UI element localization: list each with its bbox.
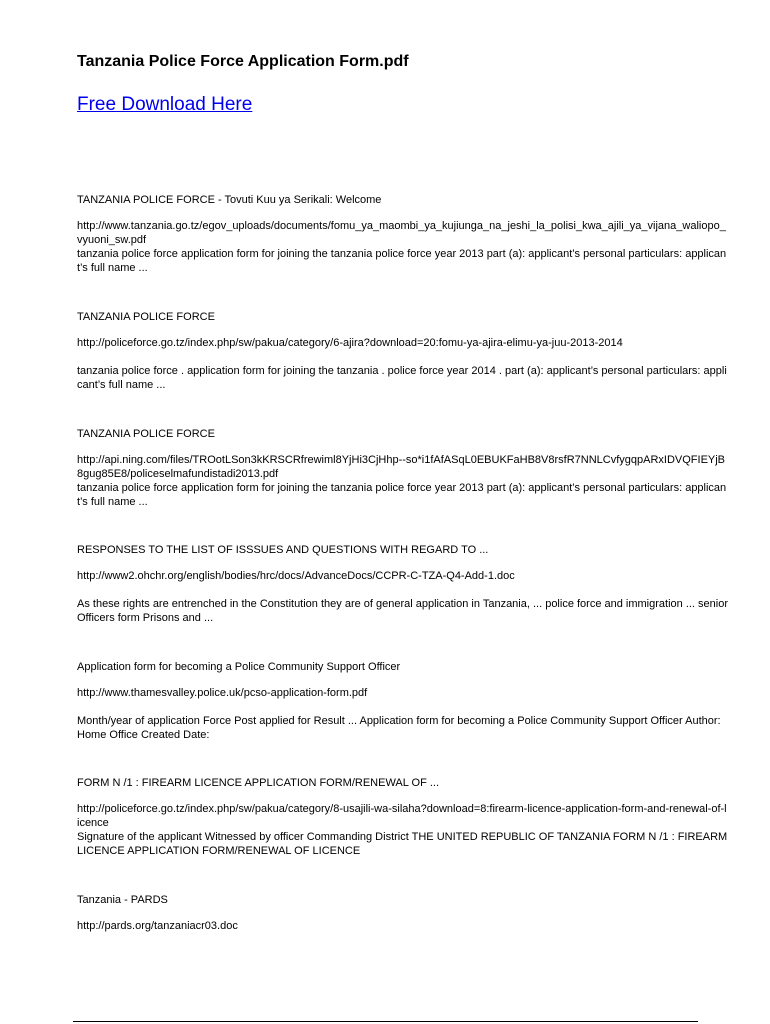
result-url-link[interactable]: http://pards.org/tanzaniacr03.doc [77, 920, 238, 932]
footer-rule [73, 1021, 698, 1022]
result-url-link[interactable]: http://www2.ohchr.org/english/bodies/hrc/docs/AdvanceDocs/CCPR-C-TZA-Q4-Add-1.doc [77, 570, 515, 582]
result-entry [77, 543, 729, 625]
result-heading: RESPONSES TO THE LIST OF ISSSUES AND QUESTIONS WITH REGARD TO ... [77, 544, 489, 556]
result-entry [77, 660, 729, 742]
result-snippet: Signature of the applicant Witnessed by officer Commanding District THE UNITED REPUBLIC OF TANZANIA FORM N /1 : FIREARM LICENCE APPLICATION FORM/RENEWAL OF LICENCE [77, 831, 728, 857]
result-url-link[interactable]: http://www.tanzania.go.tz/egov_uploads/documents/fomu_ya_maombi_ya_kujiunga_na_jeshi_la_polisi_kwa_ajili_ya_vijana_waliopo_vyuoni_sw.pdf [77, 220, 726, 246]
document-title: Tanzania Police Force Application Form.pdf [77, 53, 409, 70]
free-download-link[interactable]: Free Download Here [77, 94, 253, 115]
result-heading: TANZANIA POLICE FORCE [77, 428, 215, 440]
result-url-link[interactable]: http://api.ning.com/files/TROotLSon3kKRSCRfrewiml8YjHi3CjHhp--so*i1fAfASqL0EBUKFaHB8V8rsfR7NNLCvfygqpARxIDVQFIEYjB8gug85E8/policeselmafundistadi2013.pdf [77, 454, 726, 480]
result-snippet: tanzania police force application form for joining the tanzania police force year 2013 part (a): applicant’s personal particulars: applicant’s full name ... [77, 248, 727, 274]
result-entry [77, 193, 729, 275]
result-entry [77, 893, 729, 933]
result-entry [77, 310, 729, 392]
result-heading: TANZANIA POLICE FORCE - Tovuti Kuu ya Serikali: Welcome [77, 194, 382, 206]
result-snippet: tanzania police force . application form for joining the tanzania . police force year 2014 . part (a): applicant’s personal particulars: applicant’s full name ... [77, 365, 727, 391]
result-url-link[interactable]: http://policeforce.go.tz/index.php/sw/pakua/category/8-usajili-wa-silaha?download=8:firearm-licence-application-form-and-renewal-of-licence [77, 803, 727, 829]
result-url-link[interactable]: http://www.thamesvalley.police.uk/pcso-application-form.pdf [77, 687, 368, 699]
result-snippet: Month/year of application Force Post applied for Result ... Application form for becoming a Police Community Support Officer Author: Home Office Created Date: [77, 715, 721, 741]
result-snippet: As these rights are entrenched in the Constitution they are of general application in Tanzania, ... police force and immigration ... senior Officers form Prisons and ... [77, 598, 729, 624]
result-snippet: tanzania police force application form for joining the tanzania police force year 2013 part (a): applicant’s personal particulars: applicant’s full name ... [77, 482, 727, 508]
result-heading: TANZANIA POLICE FORCE [77, 311, 215, 323]
result-heading: Tanzania - PARDS [77, 894, 168, 906]
result-entry [77, 776, 729, 858]
result-heading: Application form for becoming a Police Community Support Officer [77, 661, 401, 673]
result-heading: FORM N /1 : FIREARM LICENCE APPLICATION FORM/RENEWAL OF ... [77, 777, 440, 789]
result-entry [77, 427, 729, 509]
result-url-link[interactable]: http://policeforce.go.tz/index.php/sw/pakua/category/6-ajira?download=20:fomu-ya-ajira-elimu-ya-juu-2013-2014 [77, 337, 623, 349]
